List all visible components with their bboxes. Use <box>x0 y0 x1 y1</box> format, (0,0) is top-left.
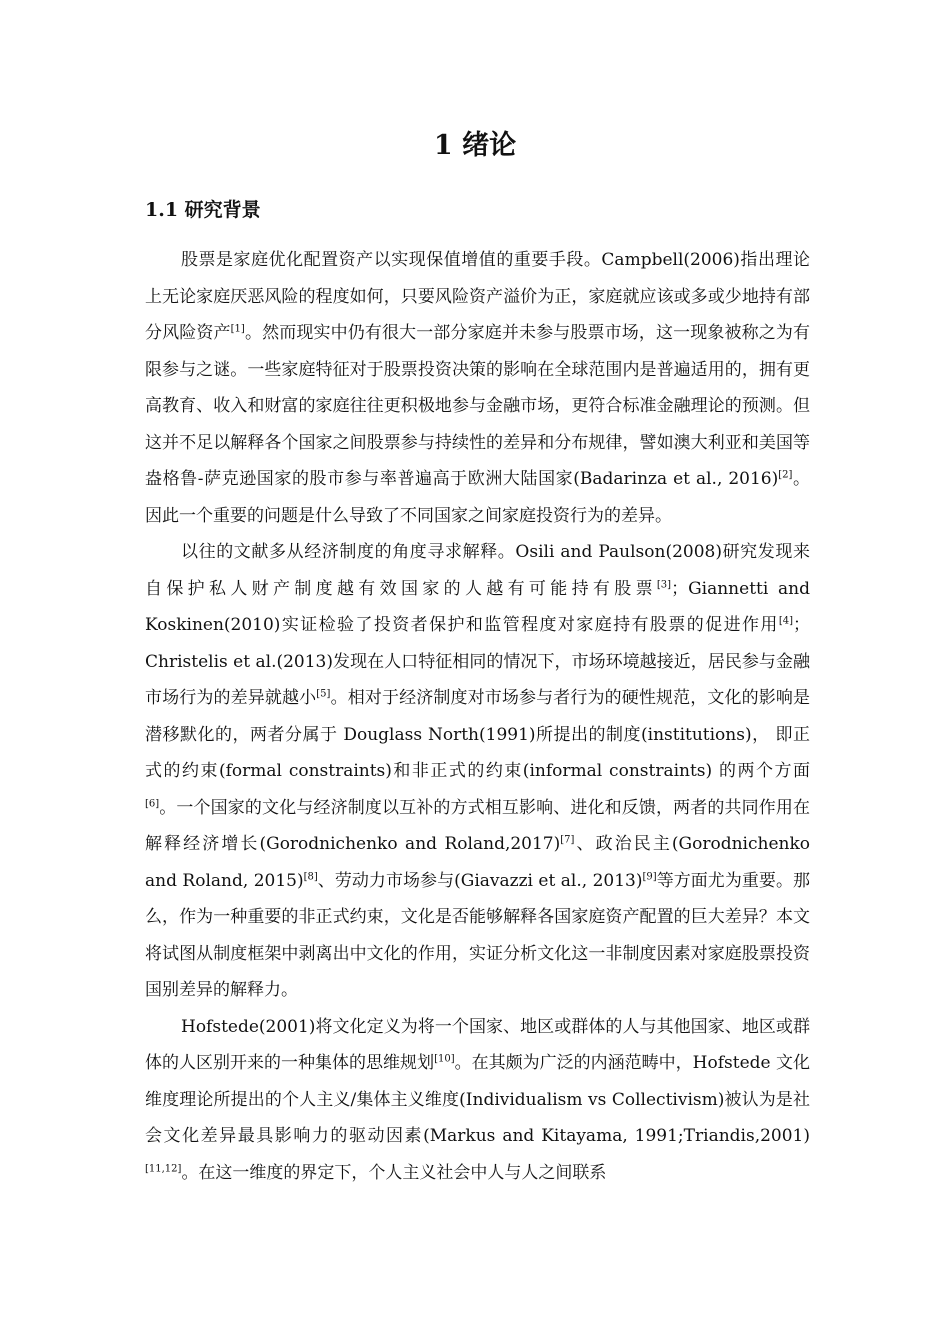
chapter-title: 1 绪论 <box>433 130 517 161</box>
text-run: Hofstede(2001)将文化定义为将一个国家、地区或群体的人与其他国家、地区或群体的人区别开来的一种集体的思维规划 <box>145 1016 810 1073</box>
paragraph-1 <box>145 242 810 534</box>
section-title: 1.1 研究背景 <box>145 199 261 221</box>
citation-ref: [3] <box>656 578 672 590</box>
citation-ref: [9] <box>642 870 657 882</box>
text-run: 。在这一维度的界定下，个人主义社会中人与人之间联系 <box>181 1162 607 1183</box>
citation-ref: [8] <box>303 870 318 882</box>
text-run: 。因此一个重要的问题是什么导致了不同国家之间家庭投资行为的差异。 <box>145 469 811 526</box>
text-run: 。在其颇为广泛的内涵范畴中，Hofstede 文化维度理论所提出的个人主义/集体主义维度(Individualism vs Collectivism)被认为是社会文化差异最具影响力的驱动因素(Markus and Kitayama, 1991;Triandis,2001) <box>145 1053 810 1146</box>
text-run: 以往的文献多从经济制度的角度寻求解释。Osili and Paulson(2008)研究发现来自保护私人财产制度越有效国家的人越有可能持有股票 <box>145 542 810 599</box>
text-run: 。然而现实中仍有很大一部分家庭并未参与股票市场，这一现象被称之为有限参与之谜。一些家庭特征对于股票投资决策的影响在全球范围内是普遍适用的，拥有更高教育、收入和财富的家庭往往更积极地参与金融市场，更符合标准金融理论的预测。但这并不足以解释各个国家之间股票参与持续性的差异和分布规律，譬如澳大利亚和美国等盎格鲁-萨克逊国家的股市参与率普遍高于欧洲大陆国家(Badarinza et al., 2016) <box>145 323 811 489</box>
text-run: 股票是家庭优化配置资产以实现保值增值的重要手段。Campbell(2006)指出理论上无论家庭厌恶风险的程度如何，只要风险资产溢价为正，家庭就应该或多或少地持有部分风险资产 <box>145 250 810 343</box>
text-run: 、政治民主(Gorodnichenko and Roland, 2015) <box>145 834 810 891</box>
text-run: ；Giannetti and Koskinen(2010)实证检验了投资者保护和监管程度对家庭持有股票的促进作用 <box>145 578 810 635</box>
text-run: ；Christelis et al.(2013)发现在人口特征相同的情况下，市场环境越接近，居民参与金融市场行为的差异就越小 <box>145 615 810 708</box>
citation-ref: [11,12] <box>145 1162 182 1174</box>
paragraph-3 <box>145 1009 810 1192</box>
citation-ref: [1] <box>230 323 245 335</box>
paragraph-2 <box>145 534 810 1009</box>
citation-ref: [2] <box>778 469 793 481</box>
citation-ref: [10] <box>434 1053 455 1065</box>
text-run: 。相对于经济制度对市场参与者行为的硬性规范，文化的影响是潜移默化的，两者分属于 Douglass North(1991)所提出的制度(institutions)， 即正式的约束(formal constraints)和非正式的约束(informal constraints) 的两个方面 <box>145 688 811 781</box>
body-text <box>145 242 810 1191</box>
text-run: 、劳动力市场参与(Giavazzi et al., 2013) <box>317 870 643 891</box>
citation-ref: [4] <box>778 615 793 627</box>
text-run: 等方面尤为重要。那么，作为一种重要的非正式约束，文化是否能够解释各国家庭资产配置的巨大差异？本文将试图从制度框架中剥离出中文化的作用，实证分析文化这一非制度因素对家庭股票投资国别差异的解释力。 <box>145 870 810 1000</box>
citation-ref: [5] <box>316 688 331 700</box>
text-run: 。一个国家的文化与经济制度以互补的方式相互影响、进化和反馈，两者的共同作用在解释经济增长(Gorodnichenko and Roland,2017) <box>145 797 810 854</box>
citation-ref: [7] <box>560 834 575 846</box>
citation-ref: [6] <box>145 797 160 809</box>
